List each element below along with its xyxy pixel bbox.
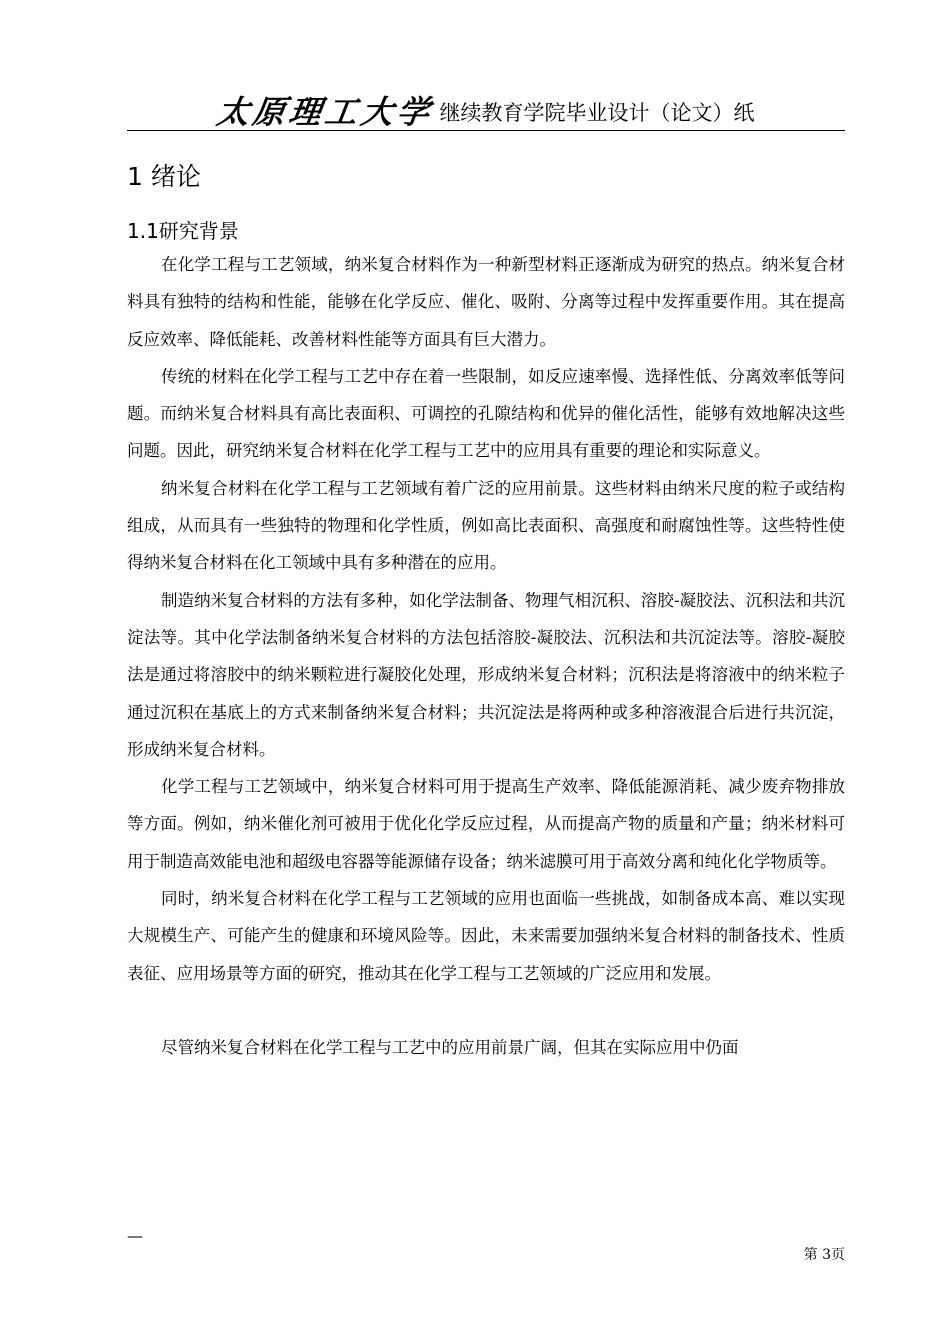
body-text xyxy=(127,246,845,1066)
header-title: 继续教育学院毕业设计（论文）纸 xyxy=(439,101,755,125)
paragraph: 同时，纳米复合材料在化学工程与工艺领域的应用也面临一些挑战，如制备成本高、难以实现大规模生产、可能产生的健康和环境风险等。因此，未来需要加强纳米复合材料的制备技术、性质表征、应用场景等方面的研究，推动其在化学工程与工艺领域的广泛应用和发展。 xyxy=(127,889,845,983)
chapter-heading: 1 绪论 xyxy=(127,162,201,191)
paragraph: 化学工程与工艺领域中，纳米复合材料可用于提高生产效率、降低能源消耗、减少废弃物排放等方面。例如，纳米催化剂可被用于优化化学反应过程，从而提高产物的质量和产量；纳米材料可用于制造高效能电池和超级电容器等能源储存设备；纳米滤膜可用于高效分离和纯化化学物质等。 xyxy=(127,777,845,871)
footer-mark: — xyxy=(127,1226,143,1245)
page-header xyxy=(127,84,845,131)
paragraph: 制造纳米复合材料的方法有多种，如化学法制备、物理气相沉积、溶胶-凝胶法、沉积法和共沉淀法等。其中化学法制备纳米复合材料的方法包括溶胶-凝胶法、沉积法和共沉淀法等。溶胶-凝胶法是通过将溶胶中的纳米颗粒进行凝胶化处理，形成纳米复合材料；沉积法是将溶液中的纳米粒子通过沉积在基底上的方式来制备纳米复合材料；共沉淀法是将两种或多种溶液混合后进行共沉淀，形成纳米复合材料。 xyxy=(127,590,845,759)
paragraph: 在化学工程与工艺领域，纳米复合材料作为一种新型材料正逐渐成为研究的热点。纳米复合材料具有独特的结构和性能，能够在化学反应、催化、吸附、分离等过程中发挥重要作用。其在提高反应效率、降低能耗、改善材料性能等方面具有巨大潜力。 xyxy=(127,255,845,349)
section-heading: 1.1研究背景 xyxy=(127,219,239,243)
paragraph: 尽管纳米复合材料在化学工程与工艺中的应用前景广阔，但其在实际应用中仍面 xyxy=(161,1037,739,1057)
paragraph: 传统的材料在化学工程与工艺中存在着一些限制，如反应速率慢、选择性低、分离效率低等问题。而纳米复合材料具有高比表面积、可调控的孔隙结构和优异的催化活性，能够有效地解决这些问题。因此，研究纳米复合材料在化学工程与工艺中的应用具有重要的理论和实际意义。 xyxy=(127,366,845,461)
paragraph: 纳米复合材料在化学工程与工艺领域有着广泛的应用前景。这些材料由纳米尺度的粒子或结构组成，从而具有一些独特的物理和化学性质，例如高比表面积、高强度和耐腐蚀性等。这些特性使得纳米复合材料在化工领域中具有多种潜在的应用。 xyxy=(127,478,845,573)
page-number: 第 3页 xyxy=(803,1247,845,1263)
university-logo: 太原理工大学 xyxy=(214,93,437,131)
